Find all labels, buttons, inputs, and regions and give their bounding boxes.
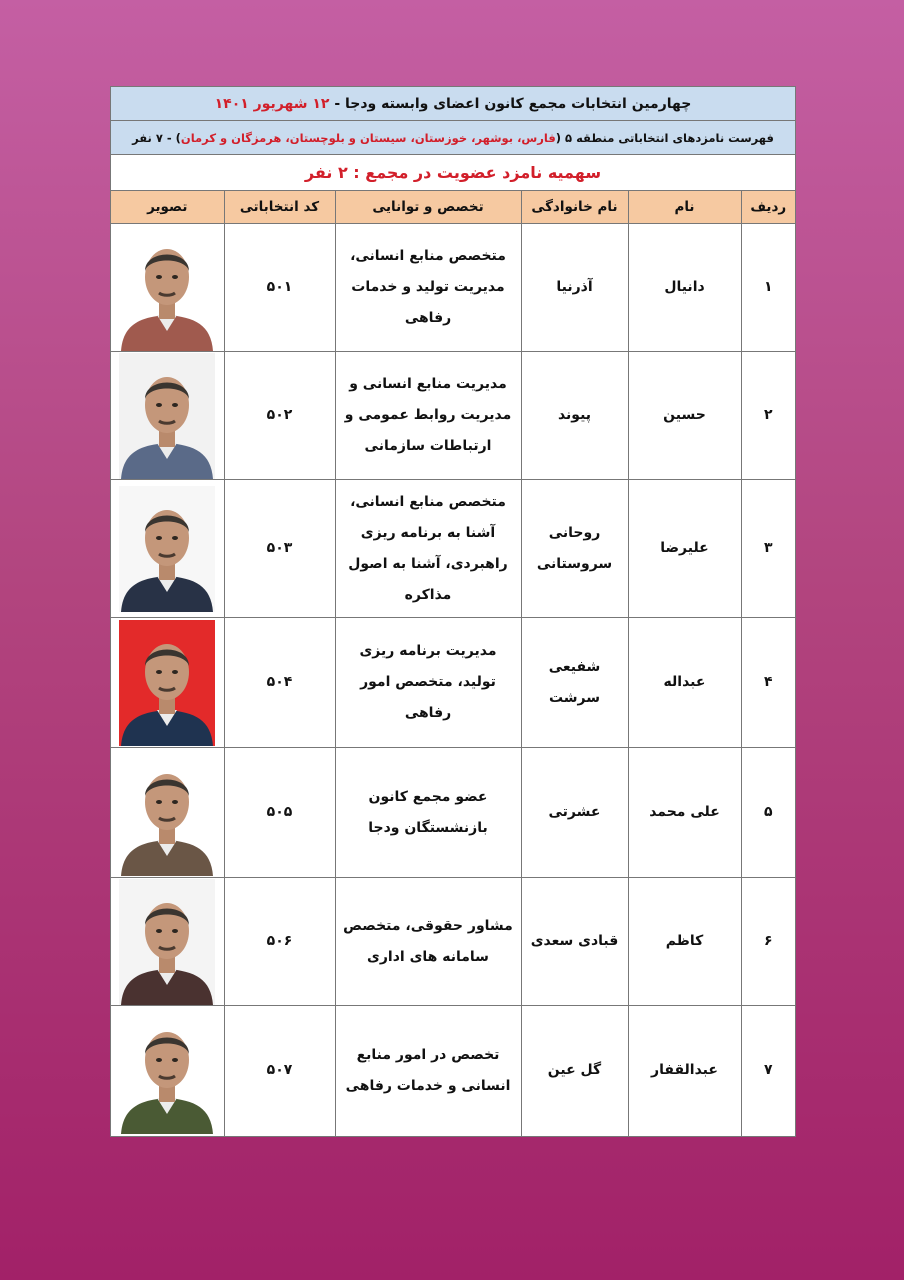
table-row [111, 352, 795, 480]
candidate-first-name: کاظم [628, 878, 741, 1006]
candidate-photo-cell [111, 480, 224, 618]
candidate-photo [119, 353, 215, 479]
election-title: چهارمین انتخابات مجمع کانون اعضای وابسته ودجا - ۱۲ شهریور ۱۴۰۱ [111, 87, 795, 121]
quota-line: سهمیه نامزد عضویت در مجمع : ۲ نفر [111, 155, 795, 191]
col-header-row: ردیف [741, 191, 795, 224]
candidate-last-name: شفیعی سرشت [521, 618, 628, 748]
row-number: ۷ [741, 1006, 795, 1136]
candidate-photo-cell [111, 878, 224, 1006]
candidate-specialty: مدیریت برنامه ریزی تولید، متخصص امور رفاهی [335, 618, 521, 748]
col-header-code: کد انتخاباتی [224, 191, 335, 224]
candidate-photo [119, 1008, 215, 1134]
candidate-specialty: متخصص منابع انسانی، آشنا به برنامه ریزی راهبردی، آشنا به اصول مذاکره [335, 480, 521, 618]
candidate-photo-cell [111, 224, 224, 352]
col-header-specialty: تخصص و توانایی [335, 191, 521, 224]
candidate-specialty: عضو مجمع کانون بازنشستگان ودجا [335, 748, 521, 878]
candidate-code: ۵۰۷ [224, 1006, 335, 1136]
row-number: ۱ [741, 224, 795, 352]
candidate-last-name: آذرنیا [521, 224, 628, 352]
candidate-code: ۵۰۱ [224, 224, 335, 352]
candidate-last-name: روحانی سروستانی [521, 480, 628, 618]
candidate-first-name: عبداله [628, 618, 741, 748]
candidate-photo [119, 225, 215, 351]
candidates-table [111, 191, 795, 1136]
portrait-icon [119, 620, 215, 746]
row-number: ۳ [741, 480, 795, 618]
candidate-first-name: حسین [628, 352, 741, 480]
candidate-specialty: مشاور حقوقی، متخصص سامانه های اداری [335, 878, 521, 1006]
candidate-photo-cell [111, 352, 224, 480]
candidate-sheet [110, 86, 796, 1137]
candidate-first-name: علیرضا [628, 480, 741, 618]
portrait-icon [119, 225, 215, 351]
portrait-icon [119, 750, 215, 876]
candidate-last-name: عشرتی [521, 748, 628, 878]
candidate-code: ۵۰۴ [224, 618, 335, 748]
candidate-code: ۵۰۲ [224, 352, 335, 480]
candidate-code: ۵۰۳ [224, 480, 335, 618]
candidate-last-name: گل عین [521, 1006, 628, 1136]
table-header-row [111, 191, 795, 224]
candidate-last-name: پیوند [521, 352, 628, 480]
candidate-photo [119, 750, 215, 876]
col-header-last-name: نام خانوادگی [521, 191, 628, 224]
candidate-specialty: تخصص در امور منابع انسانی و خدمات رفاهی [335, 1006, 521, 1136]
table-row [111, 224, 795, 352]
candidate-first-name: عبدالقفار [628, 1006, 741, 1136]
candidate-photo-cell [111, 1006, 224, 1136]
col-header-photo: تصویر [111, 191, 224, 224]
row-number: ۴ [741, 618, 795, 748]
portrait-icon [119, 353, 215, 479]
col-header-first-name: نام [628, 191, 741, 224]
candidate-specialty: متخصص منابع انسانی، مدیریت تولید و خدمات رفاهی [335, 224, 521, 352]
row-number: ۲ [741, 352, 795, 480]
table-row [111, 1006, 795, 1136]
candidate-first-name: علی محمد [628, 748, 741, 878]
candidate-photo-cell [111, 618, 224, 748]
table-row [111, 878, 795, 1006]
table-row [111, 748, 795, 878]
candidate-code: ۵۰۵ [224, 748, 335, 878]
row-number: ۶ [741, 878, 795, 1006]
candidate-code: ۵۰۶ [224, 878, 335, 1006]
candidate-photo [119, 879, 215, 1005]
portrait-icon [119, 879, 215, 1005]
portrait-icon [119, 486, 215, 612]
candidate-first-name: دانیال [628, 224, 741, 352]
candidate-photo-cell [111, 748, 224, 878]
region-subtitle: فهرست نامزدهای انتخاباتی منطقه ۵ (فارس، بوشهر، خوزستان، سیستان و بلوچستان، هرمزگان و کرمان) - ۷ نفر [111, 121, 795, 155]
candidate-last-name: قبادی سعدی [521, 878, 628, 1006]
row-number: ۵ [741, 748, 795, 878]
portrait-icon [119, 1008, 215, 1134]
table-row [111, 480, 795, 618]
candidate-specialty: مدیریت منابع انسانی و مدیریت روابط عمومی و ارتباطات سازمانی [335, 352, 521, 480]
table-row [111, 618, 795, 748]
candidate-photo [119, 620, 215, 746]
candidate-photo [119, 486, 215, 612]
